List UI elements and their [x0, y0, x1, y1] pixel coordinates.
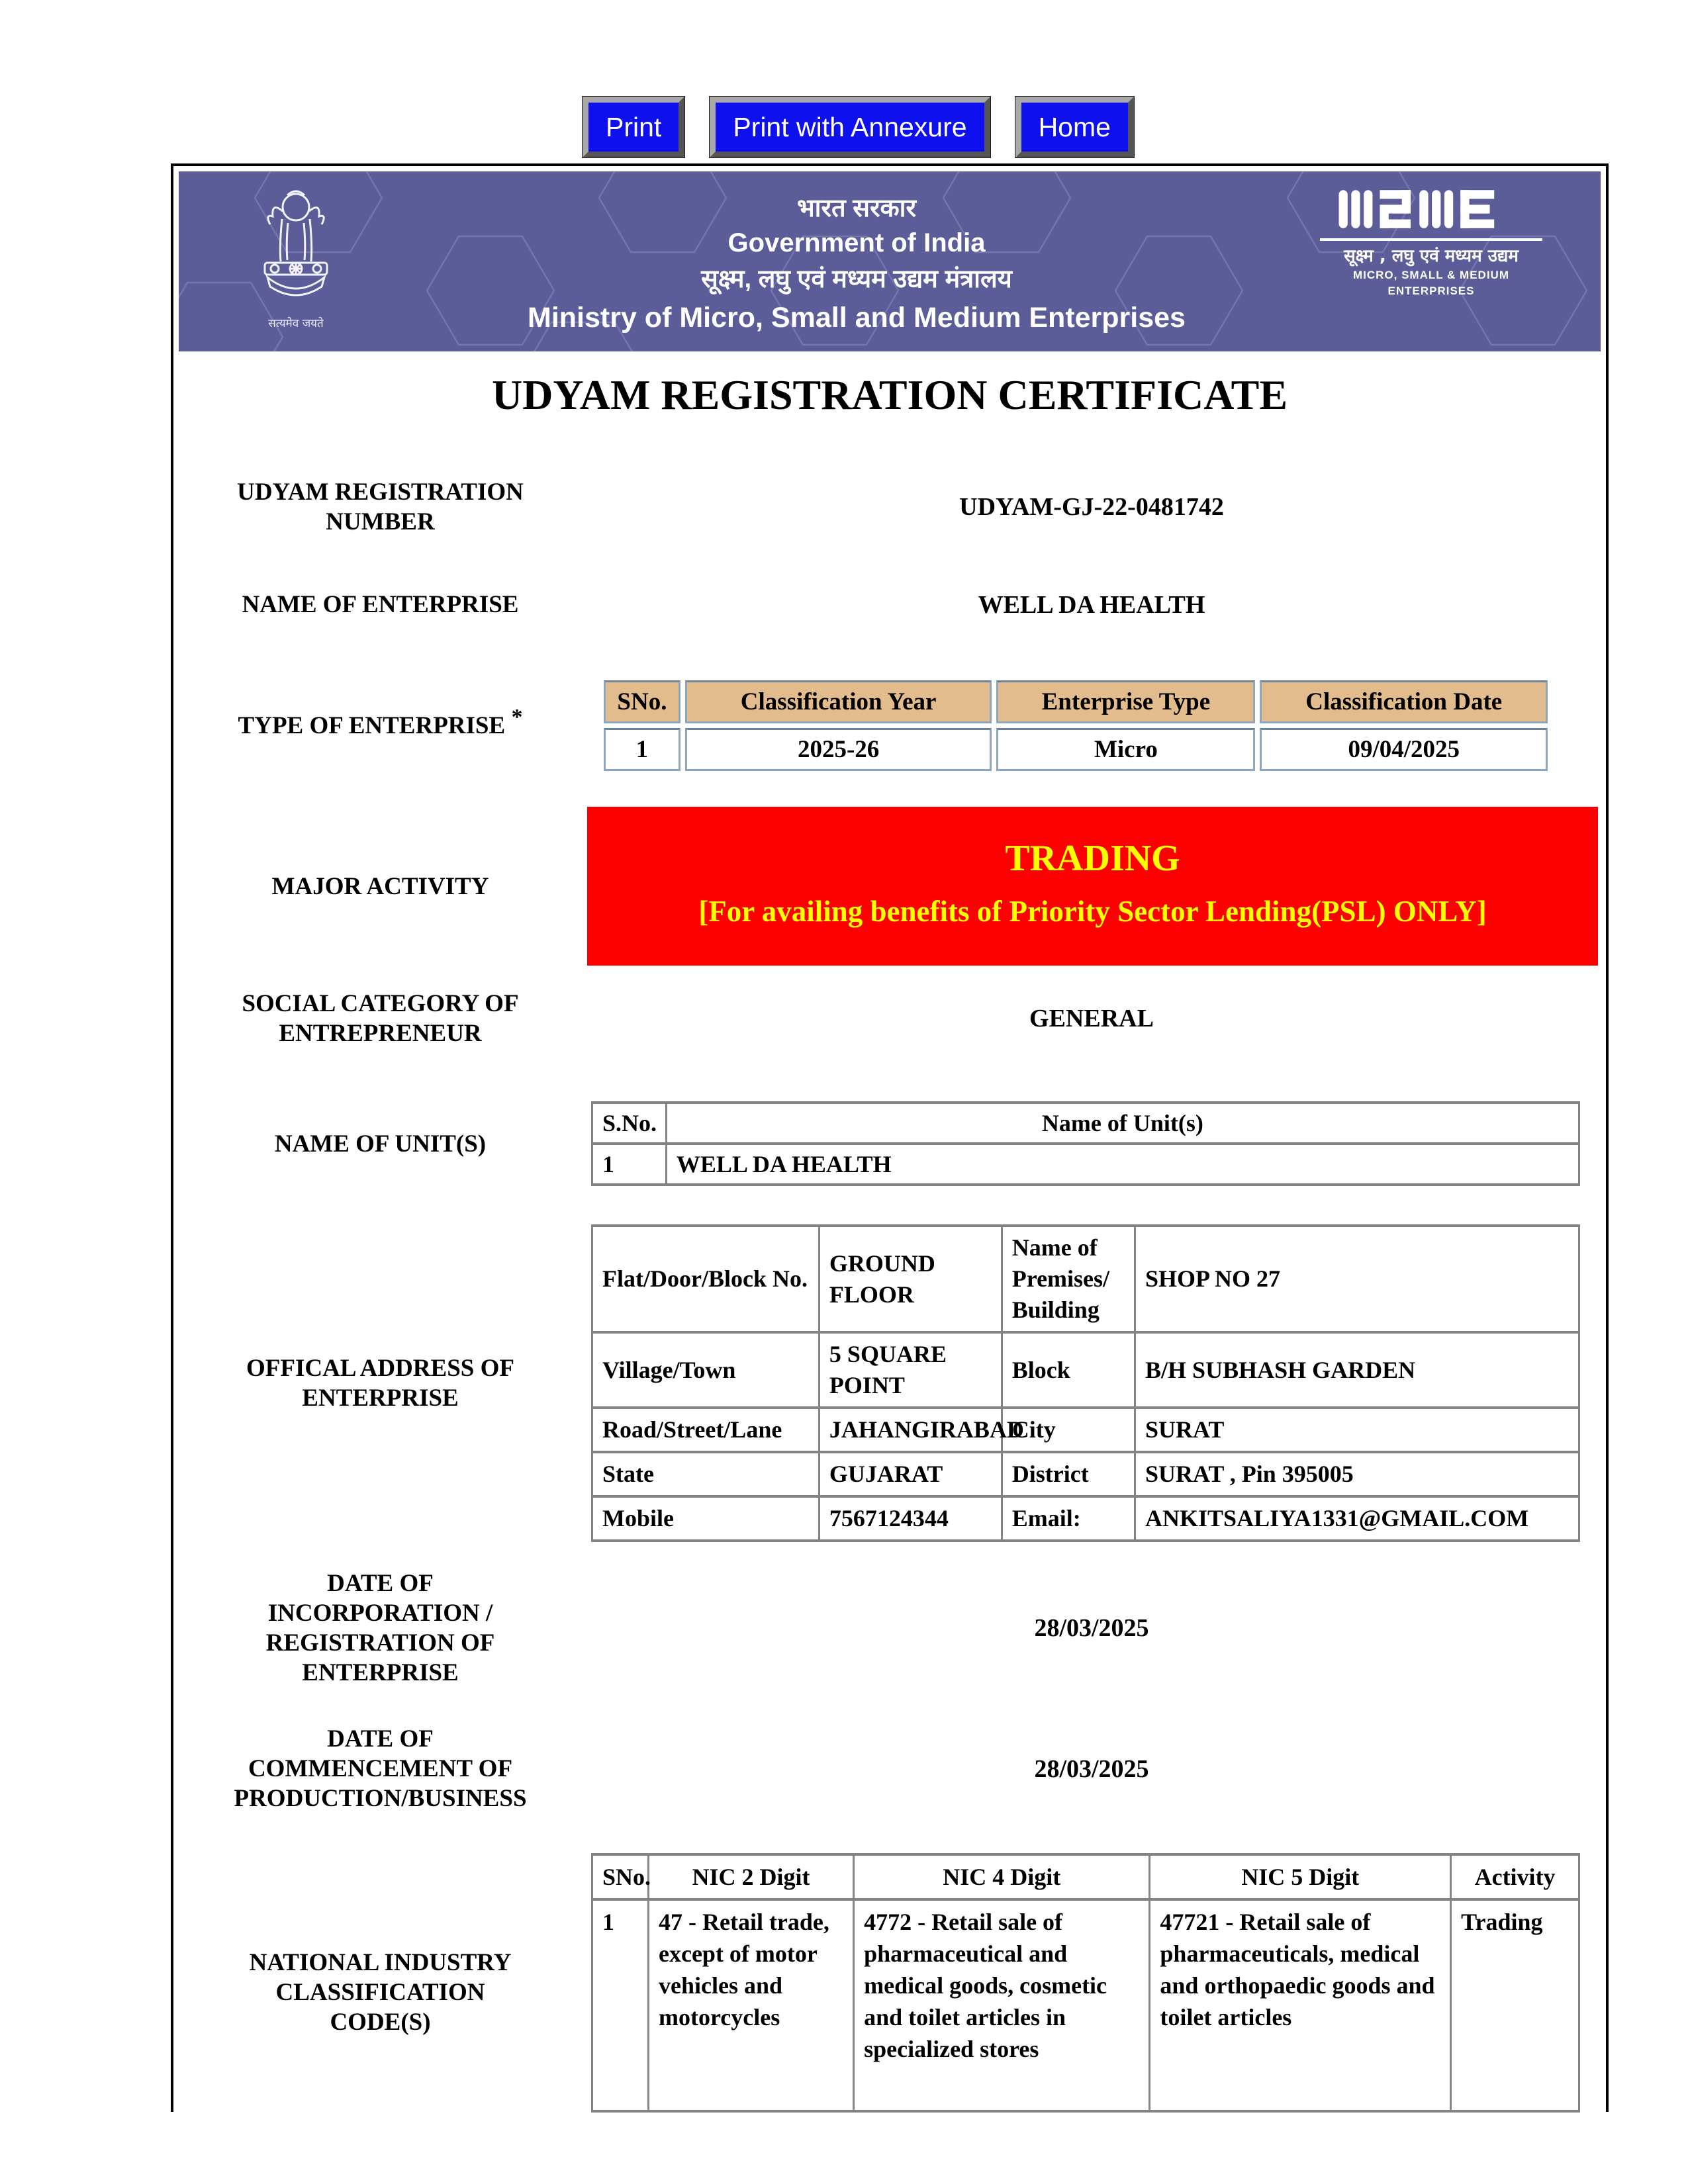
table-row: [592, 1452, 1579, 1496]
column-header: Enterprise Type: [996, 680, 1255, 723]
row-registration-number: [173, 477, 1606, 537]
table-header-row: [592, 1854, 1579, 1899]
column-header: Name of Unit(s): [666, 1103, 1579, 1144]
banner-hindi-government: भारत सरकार: [796, 195, 917, 222]
msme-logo-rule: [1320, 238, 1542, 241]
row-enterprise-name: [173, 590, 1606, 619]
msme-hindi-tagline: सूक्ष्म , लघु एवं मध्यम उद्यम: [1344, 246, 1519, 266]
cell-label: City: [1002, 1408, 1135, 1452]
toolbar: [583, 97, 1134, 158]
cell-value: 5 SQUARE POINT: [819, 1332, 1002, 1408]
emblem-motto: सत्यमेव जयते: [268, 317, 324, 330]
date-commencement-value: 28/03/2025: [1034, 1754, 1149, 1783]
table-row: [592, 1332, 1579, 1408]
table-row: [592, 1899, 1579, 2111]
social-category-label: SOCIAL CATEGORY OF ENTREPRENEUR: [242, 990, 519, 1047]
column-header: NIC 2 Digit: [648, 1854, 853, 1899]
enterprise-name-value: WELL DA HEALTH: [978, 590, 1205, 619]
banner-hindi-ministry: सूक्ष्म, लघु एवं मध्यम उद्यम मंत्रालय: [701, 265, 1012, 293]
cell-activity: Trading: [1451, 1899, 1579, 2111]
row-social-category: [173, 989, 1606, 1048]
government-banner: [179, 171, 1601, 351]
row-enterprise-type: [173, 676, 1606, 776]
row-units: [173, 1101, 1606, 1186]
row-date-commencement: [173, 1724, 1606, 1813]
nic-label: NATIONAL INDUSTRY CLASSIFICATION CODE(S): [249, 1948, 512, 2036]
major-activity-label: MAJOR ACTIVITY: [271, 872, 489, 900]
date-incorporation-value: 28/03/2025: [1034, 1614, 1149, 1642]
cell-value: JAHANGIRABAD: [819, 1408, 1002, 1452]
address-table: [591, 1224, 1580, 1542]
date-commencement-label: DATE OF COMMENCEMENT OF PRODUCTION/BUSINESS: [234, 1725, 527, 1812]
cell-value: SURAT , Pin 395005: [1135, 1452, 1579, 1496]
row-address: [173, 1224, 1606, 1542]
column-header: NIC 5 Digit: [1150, 1854, 1451, 1899]
column-header: S.No.: [592, 1103, 667, 1144]
msme-logo-icon: [1332, 189, 1530, 230]
units-table: [591, 1101, 1580, 1186]
cell-value: SHOP NO 27: [1135, 1226, 1579, 1332]
ashoka-lion-capital-icon: [253, 182, 339, 314]
home-button[interactable]: Home: [1015, 97, 1134, 158]
cell-label: District: [1002, 1452, 1135, 1496]
address-label: OFFICAL ADDRESS OF ENTERPRISE: [246, 1355, 514, 1412]
column-header: Classification Date: [1260, 680, 1548, 723]
cell-value: ANKITSALIYA1331@GMAIL.COM: [1135, 1496, 1579, 1541]
cell-label: State: [592, 1452, 820, 1496]
msme-logo: [1319, 189, 1544, 299]
nic-table: [591, 1853, 1580, 2113]
enterprise-type-table: [599, 676, 1552, 776]
emblem-of-india: [253, 182, 339, 341]
row-major-activity: [173, 807, 1606, 966]
cell-label: Village/Town: [592, 1332, 820, 1408]
cell-value: B/H SUBHASH GARDEN: [1135, 1332, 1579, 1408]
cell-value: GROUND FLOOR: [819, 1226, 1002, 1332]
table-row: [592, 1144, 1579, 1185]
table-header-row: [592, 1103, 1579, 1144]
table-row: [592, 1226, 1579, 1332]
registration-number-label: UDYAM REGISTRATION NUMBER: [237, 478, 524, 535]
asterisk: *: [511, 704, 523, 729]
major-activity-note: [For availing benefits of Priority Sector Lending(PSL) ONLY]: [698, 895, 1487, 928]
cell-unit-name: WELL DA HEALTH: [666, 1144, 1579, 1185]
cell-label: Road/Street/Lane: [592, 1408, 820, 1452]
cell-label: Flat/Door/Block No.: [592, 1226, 820, 1332]
row-nic-codes: [173, 1853, 1606, 2113]
row-date-incorporation: [173, 1569, 1606, 1688]
certificate: [171, 163, 1609, 2112]
column-header: Classification Year: [685, 680, 992, 723]
cell-sno: 1: [592, 1899, 649, 2111]
cell-label: Mobile: [592, 1496, 820, 1541]
enterprise-name-label: NAME OF ENTERPRISE: [242, 591, 519, 618]
cell-nic2: 47 - Retail trade, except of motor vehicles and motorcycles: [648, 1899, 853, 2111]
cell-label: Email:: [1002, 1496, 1135, 1541]
cell-label: Name of Premises/Building: [1002, 1226, 1135, 1332]
cell-nic5: 47721 - Retail sale of pharmaceuticals, medical and orthopaedic goods and toilet articles: [1150, 1899, 1451, 2111]
cell-value: GUJARAT: [819, 1452, 1002, 1496]
banner-government-of-india: Government of India: [727, 228, 986, 257]
cell-label: Block: [1002, 1332, 1135, 1408]
cell-enterprise-type: Micro: [996, 728, 1255, 771]
cell-sno: 1: [604, 728, 680, 771]
table-row: [592, 1496, 1579, 1541]
cell-nic4: 4772 - Retail sale of pharmaceutical and medical goods, cosmetic and toilet articles in specialized stores: [854, 1899, 1150, 2111]
page-title: UDYAM REGISTRATION CERTIFICATE: [491, 371, 1288, 418]
column-header: SNo.: [604, 680, 680, 723]
print-button[interactable]: Print: [583, 97, 684, 158]
cell-value: SURAT: [1135, 1408, 1579, 1452]
date-incorporation-label: DATE OF INCORPORATION / REGISTRATION OF ENTERPRISE: [265, 1570, 495, 1686]
column-header: Activity: [1451, 1854, 1579, 1899]
social-category-value: GENERAL: [1029, 1005, 1154, 1032]
banner-ministry: Ministry of Micro, Small and Medium Enterprises: [528, 302, 1186, 334]
major-activity-value: TRADING: [1005, 838, 1180, 879]
registration-number-value: UDYAM-GJ-22-0481742: [959, 493, 1224, 521]
units-label: NAME OF UNIT(S): [274, 1130, 487, 1158]
column-header: SNo.: [592, 1854, 649, 1899]
column-header: NIC 4 Digit: [854, 1854, 1150, 1899]
table-row: [604, 728, 1548, 771]
cell-value: 7567124344: [819, 1496, 1002, 1541]
enterprise-type-label: TYPE OF ENTERPRISE *: [238, 704, 523, 739]
banner-text: [397, 191, 1316, 337]
print-with-annexure-button[interactable]: Print with Annexure: [710, 97, 990, 158]
cell-classification-date: 09/04/2025: [1260, 728, 1548, 771]
cell-classification-year: 2025-26: [685, 728, 992, 771]
table-header-row: [604, 680, 1548, 723]
msme-english-tagline: MICRO, SMALL & MEDIUM ENTERPRISES: [1352, 269, 1509, 297]
cell-sno: 1: [592, 1144, 667, 1185]
table-row: [592, 1408, 1579, 1452]
major-activity-banner: [587, 807, 1598, 966]
